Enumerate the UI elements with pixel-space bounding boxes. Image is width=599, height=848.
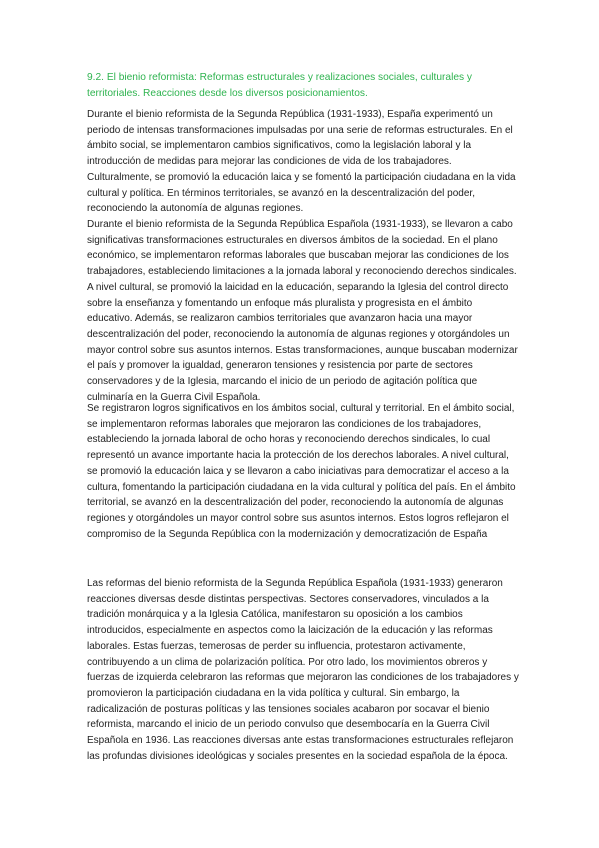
section-heading: 9.2. El bienio reformista: Reformas estructurales y realizaciones sociales, culturales y territoriales. Reacciones desde los diversos posicionamientos.: [87, 72, 473, 100]
paragraph-structural-transformations: Durante el bienio reformista de la Segunda República Española (1931-1933), se llevaron a cabo significativas transformaciones estructurales en diversos ámbitos de la sociedad. En el plano económico, se implementaron reformas laborales que buscaban mejorar las condiciones de los trabajadores, estableciendo limitaciones a la jornada laboral y reconociendo derechos sindicales. A nivel cultural, se promovió la laicidad en la educación, separando la Iglesia del control directo sobre la enseñanza y fomentando un enfoque más pluralista y progresista en el ámbito educativo. Además, se realizaron cambios territoriales que avanzaron hacia una mayor descentralización del poder, reconociendo la autonomía de algunas regiones y otorgándoles un mayor control sobre sus asuntos internos. Estas transformaciones, aunque buscaban modernizar el país y promover la igualdad, generaron tensiones y resistencia por parte de sectores conservadores y de la Iglesia, marcando el inicio de un periodo de agitación política que culminaría en la Guerra Civil Española.: [87, 219, 518, 403]
paragraph-achievements: Se registraron logros significativos en los ámbitos social, cultural y territorial. En el ámbito social, se implementaron reformas laborales que mejoraron las condiciones de los trabajadores, estableciendo la jornada laboral de ocho horas y reconociendo derechos sindicales, lo cual representó un avance importante hacia la protección de los derechos laborales. A nivel cultural, se promovió la educación laica y se llevaron a cabo iniciativas para democratizar el acceso a la cultura, fomentando la participación ciudadana en la vida cultural y política del país. En el ámbito territorial, se avanzó en la descentralización del poder, reconociendo la autonomía de algunas regiones y otorgándoles un mayor control sobre sus asuntos internos. Estos logros reflejaron el compromiso de la Segunda República con la modernización y democratización de España: [87, 403, 516, 540]
paragraph-reactions: Las reformas del bienio reformista de la Segunda República Española (1931-1933) generaron reacciones diversas desde distintas perspectivas. Sectores conservadores, vinculados a la tradición monárquica y a la Iglesia Católica, manifestaron su oposición a los cambios introducidos, especialmente en aspectos como la laicización de la educación y las reformas laborales. Estas fuerzas, temerosas de perder su influencia, protestaron activamente, contribuyendo a un clima de polarización política. Por otro lado, los movimientos obreros y fuerzas de izquierda celebraron las reformas que mejoraron las condiciones de los trabajadores y promovieron la participación ciudadana en la vida política y cultural. Sin embargo, la radicalización de posturas políticas y las tensiones sociales acabaron por socavar el bienio reformista, marcando el inicio de un periodo convulso que desembocaría en la Guerra Civil Española en 1936. Las reacciones diversas ante estas transformaciones estructurales reflejaron las profundas divisiones ideológicas y sociales presentes en la sociedad española de la época.: [87, 578, 519, 762]
paragraph-reform-overview: Durante el bienio reformista de la Segunda República (1931-1933), España experimentó un periodo de intensas transformaciones impulsadas por una serie de reformas estructurales. En el ámbito social, se implementaron cambios significativos, como la legislación laboral y la introducción de medidas para mejorar las condiciones de vida de los trabajadores. Culturalmente, se promovió la educación laica y se fomentó la participación ciudadana en la vida cultural y política. En términos territoriales, se avanzó en la descentralización del poder, reconociendo la autonomía de algunas regiones.: [87, 109, 516, 215]
